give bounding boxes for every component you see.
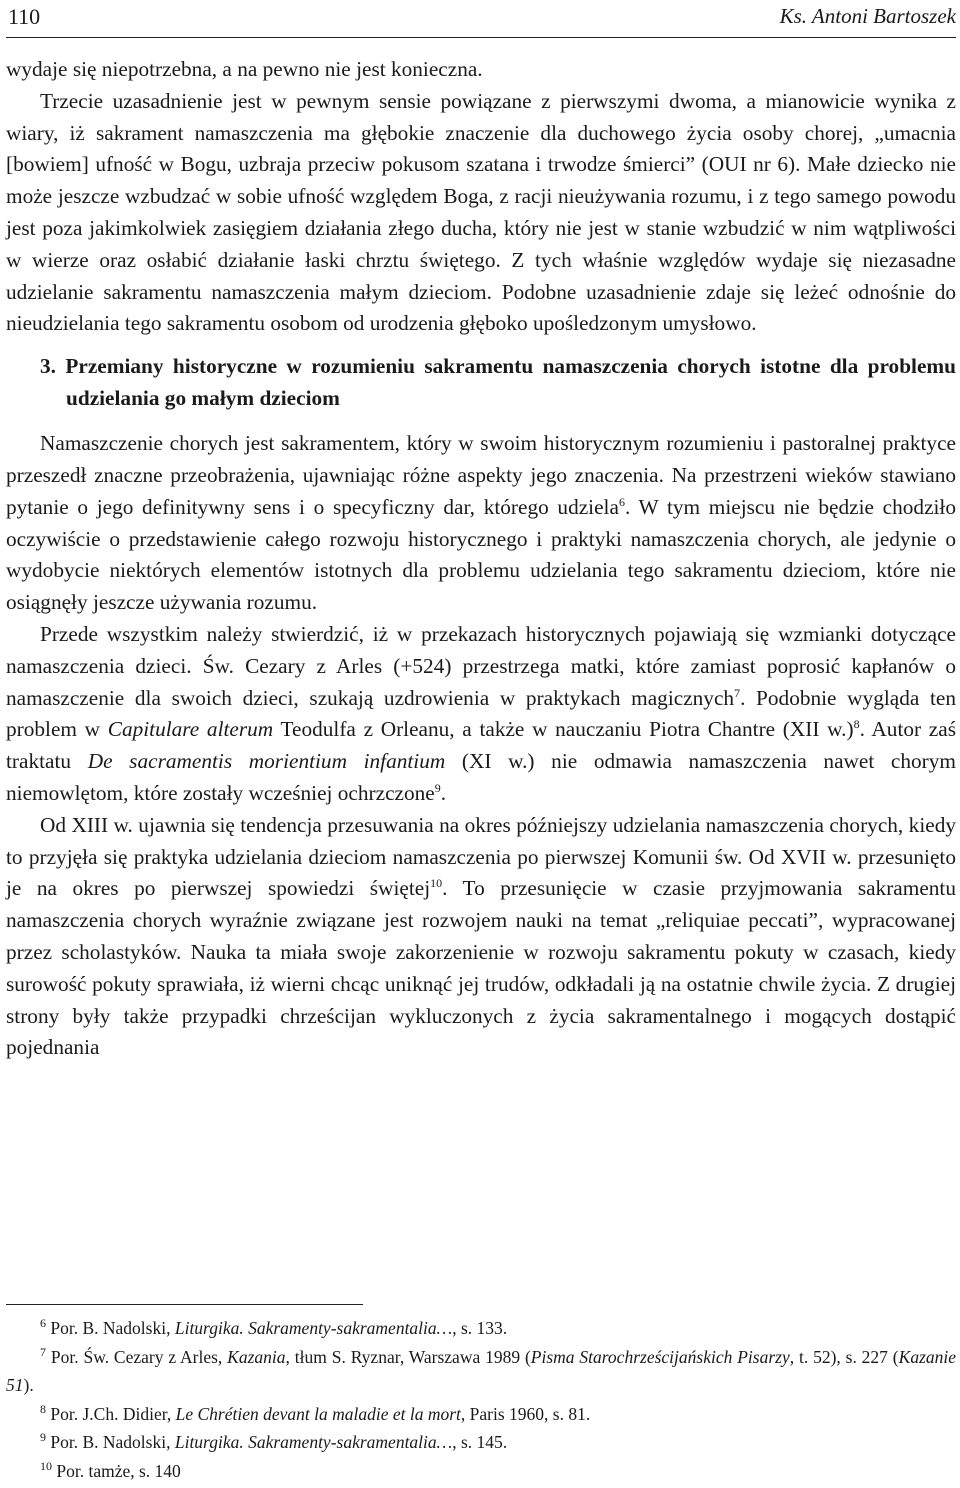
running-header-author: Ks. Antoni Bartoszek [779,4,956,28]
footnote-ref: 8 [853,717,860,732]
section-heading: 3. Przemiany historyczne w rozumieniu sakramentu namaszczenia chorych istotne dla problemu udzielania go małym dzieciom [40,354,956,411]
footnote-separator [6,1304,363,1305]
main-text [6,54,956,1064]
paragraph: wydaje się niepotrzebna, a na pewno nie jest konieczna. [6,57,483,81]
header-rule [6,37,956,38]
page-number: 110 [8,4,41,29]
footnote: $^7$ Por. Św. Cezary z Arles, Kazania, tłum S. Ryznar, Warszawa 1989 (Pisma Starochrześcijańskich Pisarzy, t. 52), s. 227 (Kazanie 51). [6,1344,957,1396]
paragraph: Od XIII w. ujawnia się tendencja przesuwania na okres późniejszy udzielania namaszczenia chorych, kiedy to przyjęła się praktyka udzielania dzieciom namaszczenia po pierwszej Komunii św. Od XVII w. przesunięto je na okres po pierwszej spowiedzi świętej$^{10}$. To przesunięcie w czasie przyjmowania sakramentu namaszczenia chorych wyraźnie związane jest rozwojem nauki na temat „reliquiae peccati”, wypracowanej przez scholastyków. Nauka ta miała swoje zakorzenienie w rozwoju sakramentu pokuty w czasach, kiedy surowość pokuty sprawiała, iż wierni chcąc uniknąć jej trudów, odkładali ją na ostatnie chwile życia. Z drugiej strony były także przypadki chrześcijan wykluczonych z życia sakramentalnego i mogących dostąpić pojednania [6,812,956,1060]
footnote: $^8$ Por. J.Ch. Didier, Le Chrétien devant la maladie et la mort, Paris 1960, s. 81. [40,1401,591,1424]
footnote-ref: 9 [434,780,441,795]
paragraph: Trzecie uzasadnienie jest w pewnym sensie powiązane z pierwszymi dwoma, a mianowicie wynika z wiary, iż sakrament namaszczenia ma głębokie znaczenie dla duchowego życia osoby chorej, „umacnia [bowiem] ufność w Bogu, uzbraja przeciw pokusom szatana i trwodze śmierci” (OUI nr 6). Małe dziecko nie może jeszcze wzbudzać w sobie ufność względem Boga, z racji nieużywania rozumu, i z tego samego powodu jest poza jakimkolwiek zasięgiem działania złego ducha, który nie jest w stanie wzbudzić w nim wątpliwości w wierze oraz osłabić działanie łaski chrztu świętego. Z tych właśnie względów wydaje się niezasadne udzielanie sakramentu namaszczenia małym dzieciom. Podobne uzasadnienie zdaje się leżeć odnośnie do nieudzielania tego sakramentu osobom od urodzenia głęboko upośledzonym umysłowo. [6,88,956,336]
footnote: $^{10}$ Por. tamże, s. 140 [40,1459,181,1481]
page-header [8,2,956,34]
footnote-ref: 7 [734,685,741,700]
footnote-ref: 10 [430,876,443,891]
footnote-ref: 6 [618,494,625,509]
footnote: $^6$ Por. B. Nadolski, Liturgika. Sakramenty-sakramentalia…, s. 133. [40,1316,508,1338]
paragraph: Namaszczenie chorych jest sakramentem, który w swoim historycznym rozumieniu i pastoralnej praktyce przeszedł znaczne przeobrażenia, ujawniając różne aspekty jego znaczenia. Na przestrzeni wieków stawiano pytanie o jego definitywny sens i o specyficzny dar, którego udziela$^6$. W tym miejscu nie będzie chodziło oczywiście o przedstawienie całego rozwoju historycznego i praktyki namaszczenia chorych, ale jedynie o wydobycie niektórych elementów istotnych dla problemu udzielania tego sakramentu dzieciom, które nie osiągnęły jeszcze używania rozumu. [6,431,957,615]
paragraph: Przede wszystkim należy stwierdzić, iż w przekazach historycznych pojawiają się wzmianki dotyczące namaszczenia dzieci. Św. Cezary z Arles (+524) przestrzega matki, które zamiast poprosić kapłanów o namaszczenie dla swoich dzieci, szukają uzdrowienia w praktykach magicznych$^7$. Podobnie wygląda ten problem w Capitulare alterum Teodulfa z Orleanu, a także w nauczaniu Piotra Chantre (XII w.)$^8$. Autor zaś traktatu De sacramentis morientium infantium (XI w.) nie odmawia namaszczenia nawet chorym niemowlętom, które zostały wcześniej ochrzczone$^9$. [6,621,956,805]
footnote: $^9$ Por. B. Nadolski, Liturgika. Sakramenty-sakramentalia…, s. 145. [40,1430,508,1453]
footnotes [6,1314,956,1486]
